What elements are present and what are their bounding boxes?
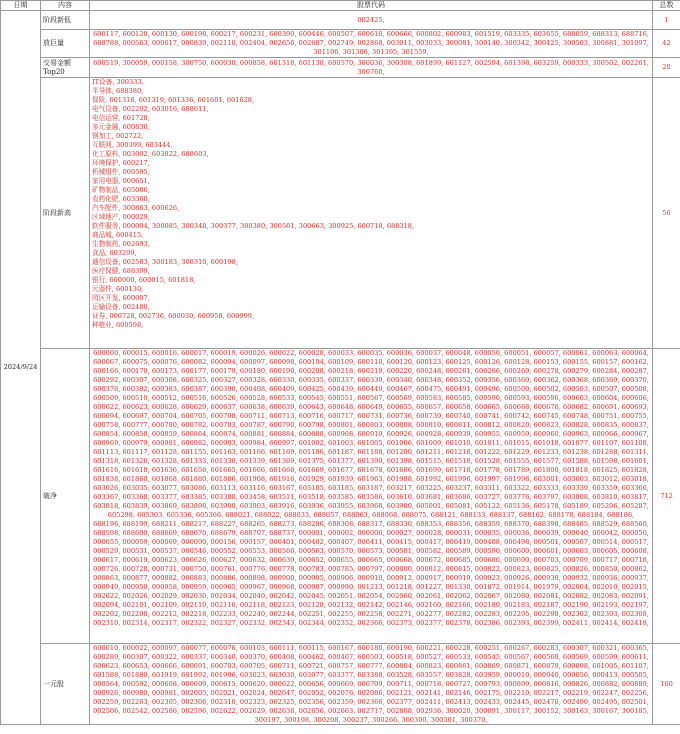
code-line: 000726, 000728, 000731, 000750, 000761, 000776, 000778, 000783, 000785, 000797, 000800, 000812, 000815, 000822, 000823, 000825, 000826, 000850, 000862, [93,565,649,573]
code-line: 食品, 603299, [92,249,137,257]
code-line: 603026, 603035, 603077, 603086, 603113, 603116, 603167, 603185, 603185, 603187, 603217, 603225, 603237, 603311, 603322, 603333, 603339, 603359, 603366, [93,484,649,492]
code-line: 医疗保健, 688399, [92,267,150,275]
code-line: 002022, 002026, 002029, 002030, 002034, 002040, 002042, 002045, 002051, 002054, 002060, 002061, 002062, 002067, 002080, 002081, 002082, 002083, 002091, [93,592,649,600]
code-line: 601616, 601618, 601636, 601658, 601665, 601666, 601668, 601669, 601677, 601678, 601686, 601699, 601718, 601778, 601789, 601800, 601818, 601825, 601828, [93,466,649,474]
code-line: 矿物制品, 605086, [92,186,150,194]
count-cell: 20 [653,58,680,78]
code-line: 000564, 000592, 000608, 000609, 000615, 000620, 000622, 000656, 000669, 000709, 000711, 000718, 000727, 000793, 000809, 000816, 000826, 000882, 000889, [93,680,649,688]
code-line: 000529, 000531, 000537, 000546, 000552, 000553, 000560, 000563, 000570, 000573, 000581, 000582, 000589, 000590, 000600, 000601, 000603, 000605, 000608, [93,547,649,555]
code-line: 002094, 002101, 002109, 002110, 002116, 002118, 002123, 002128, 002132, 002142, 002146, 002160, 002166, 002180, 002183, 002187, 002190, 002193, 002197, [93,601,649,609]
code-line: 600854, 600858, 600859, 600864, 600874, 600881, 600884, 600888, 600908, 600919, 600926, 600928, 600939, 600955, 600959, 600960, 600963, 600966, 600967, [93,430,649,438]
codes-cell [90,78,653,349]
code-line: 600000, 600015, 600016, 600017, 600019, 600026, 600022, 600028, 600033, 600035, 600036, 600037, 600048, 600050, 600051, 600057, 600061, 600063, 600064, [93,349,649,357]
code-line: 688196, 688199, 688211, 688217, 688227, 688265, 688273, 688286, 688308, 688317, 688330, 688353, 688356, 688359, 688370, 688398, 688485, 688529, 688560, [93,520,649,528]
code-line: 002310, 002314, 002317, 002322, 002327, 002332, 002343, 002344, 002352, 002366, 002373, 002377, 002378, 002386, 002393, 002399, 002411, 002414, 002418, [93,619,649,627]
codes-cell [90,644,653,725]
code-line: 600067, 600075, 600076, 600082, 600094, 600097, 600098, 600104, 600109, 600110, 600120, 600123, 600125, 600126, 600128, 600153, 600155, 600157, 600162, [93,358,649,366]
codes-cell: 002425, [90,11,653,30]
count-cell: 160 [653,644,680,725]
code-line: 种植业, 600598, [92,321,144,329]
category-cell: 阶段新高 [41,78,90,349]
code-line: 688598, 688600, 688669, 688670, 688679, 688707, 688737, 000001, 000002, 000006, 000027, 000028, 000031, 000035, 000036, 000039, 000040, 000042, 000050, [93,529,649,537]
header-row [1,1,680,11]
code-line: 钢加工, 002722, [92,132,144,140]
table-row [1,78,680,349]
code-line: IT设备, 300333, [92,78,144,86]
code-line: 000949, 000950, 000958, 000959, 000965, 000967, 000968, 000987, 000990, 001213, 001218, 001227, 001330, 001872, 001914, 001979, 002004, 002010, 002015, [93,583,649,591]
code-line: 000863, 000877, 000882, 000883, 000886, 000898, 000900, 000905, 000906, 000910, 000912, 000917, 000919, 000923, 000926, 000930, 000932, 000936, 000937, [93,574,649,582]
code-line: 601113, 601117, 601128, 601155, 601163, 601166, 601169, 601186, 601187, 601188, 601200, 601211, 601218, 601222, 601229, 601233, 601238, 601288, 601311, [93,448,649,456]
code-line: 通信设备, 002583, 300183, 300310, 600198, [92,258,238,266]
code-line: 600509, 600510, 600512, 600516, 600526, 600528, 600533, 600545, 600551, 600567, 600569, 600583, 600585, 600590, 600593, 600596, 600603, 600604, 600606, [93,394,649,402]
table-row [1,11,680,30]
count-cell: 56 [653,78,680,349]
code-line: 元器件, 600130, [92,285,144,293]
code-line: 机械组件, 000595, [92,168,150,176]
code-line: 002259, 002263, 002305, 002308, 002310, 002323, 002325, 002356, 002359, 002366, 002377, 002411, 002413, 002433, 002445, 002470, 002490, 002495, 002501, [93,698,649,706]
code-line: 区域地产, 000029, [92,213,150,221]
code-line: 601838, 601860, 601868, 601880, 601886, 601908, 601916, 601929, 601939, 601963, 601988, 601992, 601996, 601997, 601998, 603001, 603003, 603012, 603018, [93,475,649,483]
code-line: 软件服务, 000004, 300085, 300348, 300377, 300380, 300561, 300663, 300925, 600718, 688318, [92,222,415,230]
code-line: 运输设备, 002480, [92,303,150,311]
code-line: 600289, 600307, 600322, 600337, 600340, 600370, 600408, 600462, 600467, 600503, 600518, 600527, 600533, 600545, 600567, 600568, 600569, 600599, 600611, [93,653,649,661]
code-line: 601318, 601326, 601328, 601333, 601336, 601339, 601369, 601375, 601377, 601390, 601398, 601515, 601518, 601528, 601555, 601577, 601588, 601598, 601601, [93,457,649,465]
code-line: 002506, 002542, 002586, 002596, 002622, 002629, 002638, 002656, 002663, 002717, 002808, 002936, 300020, 300091, 300117, 300152, 300163, 300167, 300185, [93,707,649,715]
code-line: 生物制药, 002693, [92,240,150,248]
code-line: 证券, 000728, 002736, 600030, 600958, 600999, [92,312,255,320]
count-cell: 712 [653,349,680,644]
category-cell: 一元股 [41,644,90,725]
count-cell: 42 [653,30,680,58]
code-line: 园区开发, 600007, [92,294,150,302]
category-cell: 阶段新低 [41,11,90,30]
code-line: 化工原料, 003002, 603822, 688603, [92,150,209,158]
codes-lines [92,349,650,643]
code-line: 605298, 605303, 605336, 605366, 688021, 688022, 688033, 688057, 688063, 688068, 688075, 688121, 688133, 688137, 688162, 688178, 688184, 688186, [107,511,635,519]
code-line: 电气设备, 002202, 603016, 688611, [92,105,209,113]
code-line: 600623, 600653, 600666, 600691, 600703, 600705, 600711, 600721, 600757, 600777, 600804, 600823, 600861, 600869, 600871, 600879, 600898, 601005, 601107, [93,662,649,670]
header-codes: 股票代码 [90,1,653,11]
code-line: 000617, 000619, 000623, 000626, 000627, 000632, 000639, 000652, 000655, 000665, 000668, 000672, 000685, 000686, 000690, 000703, 000709, 000717, 000718, [93,556,649,564]
code-line: 600010, 600022, 600097, 600077, 600076, 600103, 600111, 600115, 600167, 600180, 600190, 600221, 600228, 600251, 600267, 600283, 600307, 600321, 600365, [93,644,649,652]
code-line: 600694, 600697, 600704, 600705, 600708, 600711, 600713, 600716, 600717, 600731, 600736, 600739, 600740, 600741, 600742, 600745, 600748, 600751, 600755, [93,412,649,420]
codes-cell: 600117, 600120, 600130, 600198, 600217, 600231, 600390, 600446, 600507, 600610, 600666, 600802, 600983, 601519, 603335, 603655, 688059, 688313, 688716, 688788, 000563, 000617, 000839, 002110, 002404, 002656, 002687, 002749, 002868, 003011, 003033, 300081, 300140, 300342, 300425, 300503, 300881, 301097, 301106, 301386, 301395, 301559, [90,30,653,58]
code-line: 家用电器, 000651, [92,177,150,185]
code-line: 电信运营, 601728, [92,114,150,122]
category-cell: 破净 [41,349,90,644]
table-row [1,349,680,644]
code-line: 环境保护, 600217, [92,159,150,167]
count-cell: 1 [653,11,680,30]
code-line: 商品城, 600415, [92,231,144,239]
header-count: 总数 [653,1,680,11]
table-row [1,644,680,725]
code-line: 农药化肥, 603360, [92,195,150,203]
category-cell: 交易金额Top20 [41,58,90,78]
code-line: 银行, 600000, 600015, 601818, [92,276,196,284]
codes-cell: 600519, 300059, 000158, 300750, 600030, 000858, 601318, 601138, 600570, 300036, 300308, 601899, 601127, 002594, 601398, 603259, 000333, 300502, 002261, 300760, [90,58,653,78]
code-line: 半导体, 688380, [92,87,144,95]
table-row [1,58,680,78]
code-line: 000055, 000059, 000069, 000090, 000156, 000157, 000401, 000402, 000407, 000411, 000415, 000417, 000419, 000488, 000498, 000501, 000507, 000514, 000517, [93,538,649,546]
date-cell: 2024/9/24 [1,11,41,725]
category-cell: 放巨量 [41,30,90,58]
code-line: 600622, 600623, 600628, 600629, 600637, 600638, 600639, 600643, 600648, 600649, 600655, 600657, 600658, 600665, 600668, 600676, 600682, 600691, 600693, [93,403,649,411]
codes-lines [92,644,650,724]
header-date: 日期 [1,1,41,11]
code-line: 000926, 000980, 000981, 002005, 002021, 002024, 002047, 002052, 002076, 002086, 002121, 002141, 002146, 002175, 002210, 002217, 002219, 002247, 002256, [93,689,649,697]
code-line: 603818, 603839, 603869, 603898, 603900, 603903, 603916, 603936, 603955, 603968, 603980, 605001, 605081, 605122, 605136, 605178, 605189, 605206, 605287, [93,502,649,510]
code-line: 600292, 600307, 600308, 600325, 600327, 600328, 600330, 600335, 600337, 600339, 600340, 600348, 600352, 600356, 600360, 600362, 600368, 600369, 600370, [93,376,649,384]
code-line: 互联网, 300399, 603444, [92,141,173,149]
code-line: 600758, 600777, 600780, 600782, 600783, 600787, 600790, 600798, 600801, 600803, 600808, 600810, 600811, 600812, 600820, 600823, 600828, 600835, 600837, [93,421,649,429]
code-line: 600376, 600382, 600383, 600387, 600390, 600408, 600409, 600425, 600439, 600449, 600467, 600475, 600491, 600496, 600500, 600502, 600503, 600507, 600508, [93,385,649,393]
header-category: 内容 [41,1,90,11]
code-line: 保险, 601318, 601319, 601336, 601601, 601628, [92,96,255,104]
codes-lines [92,78,650,348]
codes-cell [90,349,653,644]
code-line: 600969, 600979, 600981, 600982, 600983, 600984, 600997, 601002, 601003, 601005, 601006, 601009, 601010, 601011, 601015, 601018, 601077, 601107, 601108, [93,439,649,447]
code-line: 002202, 002208, 002212, 002218, 002233, 002240, 002244, 002251, 002255, 002258, 002271, 002277, 002282, 002283, 002295, 002298, 002302, 002303, 002308, [93,610,649,618]
table-row [1,30,680,58]
code-line: 603367, 603368, 603377, 603385, 603388, 603458, 603511, 603518, 603585, 603586, 603610, 603681, 603686, 603727, 603776, 603797, 603808, 603810, 603817, [93,493,649,501]
code-line: 汽车配件, 300863, 600626, [92,204,180,212]
code-line: 600166, 600170, 600173, 600177, 600179, 600180, 600190, 600208, 600218, 600219, 600220, 600248, 600261, 600266, 600269, 600278, 600279, 600284, 600287, [93,367,649,375]
code-line: 多元金融, 600830, [92,123,150,131]
code-line: 601588, 601880, 601919, 601992, 601996, 603023, 603030, 603077, 603377, 603388, 603528, 603557, 603828, 603959, 000010, 000040, 000056, 000413, 000505, [93,671,649,679]
code-line: 300197, 300198, 300208, 300237, 300266, 300300, 300301, 300370, [254,716,488,724]
